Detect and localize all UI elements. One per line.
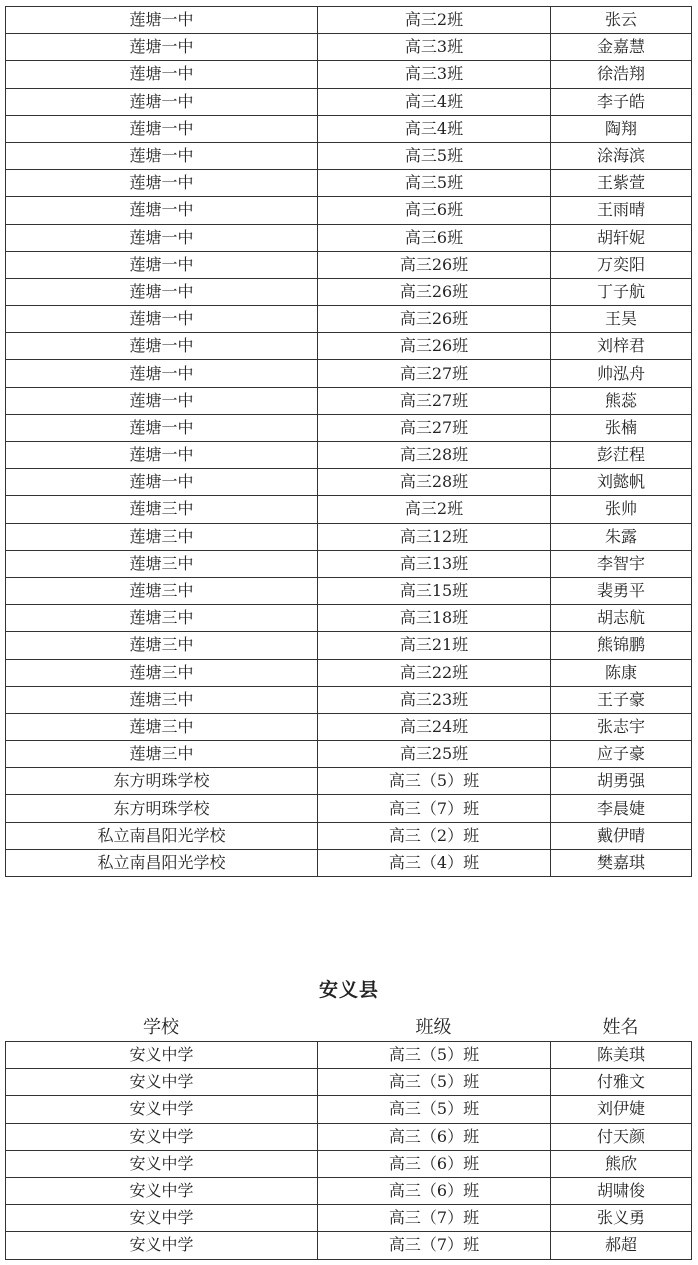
cell-name: 熊锦鹏 (551, 632, 692, 659)
cell-class: 高三3班 (318, 34, 551, 61)
table-row (6, 849, 692, 876)
cell-school: 东方明珠学校 (6, 768, 318, 795)
cell-name: 王雨晴 (551, 197, 692, 224)
cell-class: 高三23班 (318, 686, 551, 713)
cell-name: 刘懿帆 (551, 469, 692, 496)
cell-class: 高三18班 (318, 605, 551, 632)
cell-school: 莲塘一中 (6, 306, 318, 333)
cell-school: 莲塘一中 (6, 170, 318, 197)
cell-name: 张帅 (551, 496, 692, 523)
table-row (6, 61, 692, 88)
cell-class: 高三（5）班 (318, 1096, 551, 1123)
header-school: 学校 (143, 1017, 179, 1038)
cell-school: 安义中学 (6, 1069, 318, 1096)
cell-class: 高三5班 (318, 142, 551, 169)
header-class: 班级 (415, 1017, 452, 1038)
cell-school: 莲塘一中 (6, 442, 318, 469)
cell-school: 莲塘一中 (6, 251, 318, 278)
cell-school: 安义中学 (6, 1232, 318, 1259)
cell-school: 莲塘一中 (6, 387, 318, 414)
cell-school: 莲塘三中 (6, 632, 318, 659)
cell-class: 高三（6）班 (318, 1123, 551, 1150)
table-row (6, 1123, 692, 1150)
cell-name: 李子皓 (551, 88, 692, 115)
table-row (6, 1096, 692, 1123)
cell-school: 莲塘三中 (6, 550, 318, 577)
table-row (6, 577, 692, 604)
cell-class: 高三（6）班 (318, 1150, 551, 1177)
cell-name: 郝超 (551, 1232, 692, 1259)
cell-school: 莲塘一中 (6, 333, 318, 360)
table-row (6, 741, 692, 768)
cell-school: 莲塘一中 (6, 88, 318, 115)
cell-school: 莲塘一中 (6, 469, 318, 496)
cell-class: 高三4班 (318, 88, 551, 115)
cell-name: 陈康 (551, 659, 692, 686)
table-row (6, 795, 692, 822)
table-row (6, 170, 692, 197)
cell-class: 高三24班 (318, 713, 551, 740)
cell-school: 莲塘三中 (6, 523, 318, 550)
table-row (6, 605, 692, 632)
cell-class: 高三27班 (318, 387, 551, 414)
cell-class: 高三15班 (318, 577, 551, 604)
table-row (6, 1069, 692, 1096)
cell-class: 高三3班 (318, 61, 551, 88)
cell-name: 付雅文 (551, 1069, 692, 1096)
cell-class: 高三13班 (318, 550, 551, 577)
cell-school: 安义中学 (6, 1150, 318, 1177)
cell-class: 高三26班 (318, 278, 551, 305)
table-row (6, 469, 692, 496)
cell-name: 万奕阳 (551, 251, 692, 278)
student-table-1 (5, 6, 692, 877)
table-row (6, 278, 692, 305)
cell-class: 高三27班 (318, 414, 551, 441)
table-row (6, 822, 692, 849)
cell-school: 莲塘三中 (6, 496, 318, 523)
cell-school: 莲塘一中 (6, 197, 318, 224)
table-row (6, 387, 692, 414)
cell-name: 胡志航 (551, 605, 692, 632)
cell-school: 安义中学 (6, 1123, 318, 1150)
table-row (6, 632, 692, 659)
cell-name: 王子豪 (551, 686, 692, 713)
cell-class: 高三（5）班 (318, 768, 551, 795)
cell-school: 莲塘一中 (6, 224, 318, 251)
cell-name: 胡轩妮 (551, 224, 692, 251)
cell-class: 高三5班 (318, 170, 551, 197)
cell-name: 陈美琪 (551, 1042, 692, 1069)
table-row (6, 1150, 692, 1177)
cell-class: 高三（7）班 (318, 1205, 551, 1232)
cell-name: 帅泓舟 (551, 360, 692, 387)
cell-name: 李晨婕 (551, 795, 692, 822)
cell-school: 安义中学 (6, 1205, 318, 1232)
table-row (6, 224, 692, 251)
cell-name: 张志宇 (551, 713, 692, 740)
student-table-2 (5, 1041, 692, 1260)
cell-name: 樊嘉琪 (551, 849, 692, 876)
cell-class: 高三28班 (318, 442, 551, 469)
cell-name: 熊欣 (551, 1150, 692, 1177)
student-table-1-body (6, 7, 692, 877)
cell-class: 高三2班 (318, 7, 551, 34)
cell-class: 高三25班 (318, 741, 551, 768)
cell-school: 莲塘一中 (6, 7, 318, 34)
cell-class: 高三（7）班 (318, 1232, 551, 1259)
cell-school: 东方明珠学校 (6, 795, 318, 822)
cell-school: 莲塘三中 (6, 713, 318, 740)
cell-school: 莲塘三中 (6, 659, 318, 686)
table-row (6, 34, 692, 61)
table-row (6, 442, 692, 469)
cell-class: 高三（6）班 (318, 1177, 551, 1204)
cell-school: 莲塘一中 (6, 115, 318, 142)
header-name: 姓名 (602, 1017, 639, 1038)
cell-school: 莲塘三中 (6, 605, 318, 632)
cell-class: 高三12班 (318, 523, 551, 550)
section-title: 安义县 (318, 979, 379, 1001)
cell-school: 安义中学 (6, 1177, 318, 1204)
cell-school: 莲塘三中 (6, 686, 318, 713)
cell-school: 莲塘三中 (6, 741, 318, 768)
table-row (6, 306, 692, 333)
cell-school: 莲塘三中 (6, 577, 318, 604)
cell-name: 张楠 (551, 414, 692, 441)
cell-class: 高三（2）班 (318, 822, 551, 849)
table-row (6, 523, 692, 550)
cell-name: 张云 (551, 7, 692, 34)
cell-class: 高三28班 (318, 469, 551, 496)
cell-name: 李智宇 (551, 550, 692, 577)
table-2-header (5, 1015, 691, 1041)
cell-class: 高三2班 (318, 496, 551, 523)
table-row (6, 333, 692, 360)
cell-name: 张义勇 (551, 1205, 692, 1232)
cell-name: 熊蕊 (551, 387, 692, 414)
cell-name: 丁子航 (551, 278, 692, 305)
table-row (6, 1177, 692, 1204)
cell-school: 安义中学 (6, 1042, 318, 1069)
cell-name: 裴勇平 (551, 577, 692, 604)
table-row (6, 197, 692, 224)
cell-class: 高三26班 (318, 251, 551, 278)
table-row (6, 414, 692, 441)
table-row (6, 659, 692, 686)
cell-school: 私立南昌阳光学校 (6, 822, 318, 849)
student-table-2-body (6, 1042, 692, 1260)
cell-name: 刘梓君 (551, 333, 692, 360)
cell-name: 陶翔 (551, 115, 692, 142)
cell-class: 高三6班 (318, 224, 551, 251)
table-row (6, 360, 692, 387)
cell-school: 莲塘一中 (6, 360, 318, 387)
cell-school: 莲塘一中 (6, 414, 318, 441)
cell-class: 高三4班 (318, 115, 551, 142)
cell-name: 胡勇强 (551, 768, 692, 795)
cell-school: 莲塘一中 (6, 34, 318, 61)
cell-school: 莲塘一中 (6, 142, 318, 169)
cell-school: 私立南昌阳光学校 (6, 849, 318, 876)
table-row (6, 1205, 692, 1232)
table-row (6, 686, 692, 713)
table-row (6, 88, 692, 115)
table-row (6, 550, 692, 577)
cell-school: 莲塘一中 (6, 61, 318, 88)
cell-class: 高三26班 (318, 333, 551, 360)
cell-class: 高三（7）班 (318, 795, 551, 822)
cell-name: 应子豪 (551, 741, 692, 768)
cell-class: 高三（5）班 (318, 1042, 551, 1069)
cell-name: 彭茳程 (551, 442, 692, 469)
table-row (6, 496, 692, 523)
cell-name: 胡啸俊 (551, 1177, 692, 1204)
table-row (6, 115, 692, 142)
cell-school: 安义中学 (6, 1096, 318, 1123)
table-row (6, 768, 692, 795)
cell-school: 莲塘一中 (6, 278, 318, 305)
table-row (6, 713, 692, 740)
cell-class: 高三21班 (318, 632, 551, 659)
table-row (6, 142, 692, 169)
table-row (6, 251, 692, 278)
cell-name: 徐浩翔 (551, 61, 692, 88)
table-row (6, 1232, 692, 1259)
cell-class: 高三27班 (318, 360, 551, 387)
cell-class: 高三26班 (318, 306, 551, 333)
cell-name: 戴伊晴 (551, 822, 692, 849)
cell-name: 朱露 (551, 523, 692, 550)
table-row (6, 1042, 692, 1069)
table-row (6, 7, 692, 34)
cell-name: 王紫萱 (551, 170, 692, 197)
cell-name: 刘伊婕 (551, 1096, 692, 1123)
cell-class: 高三（5）班 (318, 1069, 551, 1096)
cell-class: 高三（4）班 (318, 849, 551, 876)
cell-class: 高三6班 (318, 197, 551, 224)
cell-name: 金嘉慧 (551, 34, 692, 61)
cell-class: 高三22班 (318, 659, 551, 686)
cell-name: 付天颜 (551, 1123, 692, 1150)
cell-name: 王昊 (551, 306, 692, 333)
cell-name: 涂海滨 (551, 142, 692, 169)
